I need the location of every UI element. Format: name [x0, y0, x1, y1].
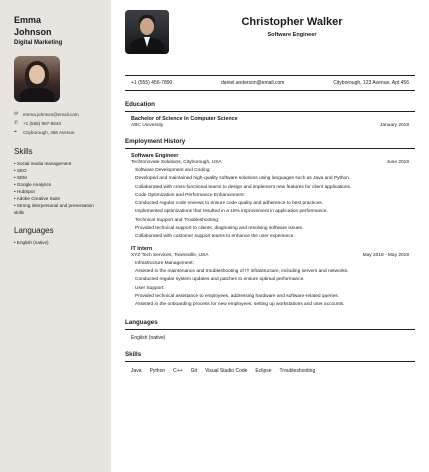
- list-item: Software Development and Coding:: [135, 168, 211, 173]
- languages-heading: Languages: [125, 319, 415, 330]
- skill-item: C++: [173, 368, 183, 375]
- school: ABC University: [131, 123, 164, 128]
- job-entry: [125, 246, 415, 310]
- skills-list: [125, 368, 415, 374]
- skill-item: Eclipse: [255, 368, 272, 375]
- contact-email: daniel.anderson@email.com: [221, 80, 285, 86]
- contact-phone: +1 (555) 456-7890: [131, 80, 173, 86]
- education-entry: [125, 116, 415, 128]
- list-item: • English (native): [14, 239, 97, 246]
- list-item: Infrastructure Management:: [135, 260, 194, 266]
- list-item: • SEM: [14, 174, 97, 181]
- candidate-title: Software Engineer: [267, 32, 317, 38]
- skills-heading: Skills: [125, 351, 415, 362]
- resume-sheet[interactable]: [111, 0, 429, 472]
- left-languages-heading: Languages: [14, 226, 54, 235]
- left-contact-location: [14, 128, 97, 137]
- language-item: English (native): [131, 335, 166, 342]
- skill-item: Visual Studio Code: [204, 368, 248, 375]
- list-item: • Strong interpersonal and presentation skills: [14, 202, 97, 216]
- list-item: User Support:: [135, 285, 165, 291]
- list-item: Provided technical assistance to employees, addressing hardware and software-related queries.: [135, 293, 339, 299]
- left-skills-list: [14, 160, 97, 216]
- profile-photo: [125, 10, 169, 54]
- left-skills-heading: Skills: [14, 147, 33, 156]
- list-item: Conducted regular code reviews to ensure code quality and adherence to best practices.: [135, 201, 323, 207]
- left-first-name: Emma: [14, 15, 42, 25]
- contact-bar: [125, 75, 415, 91]
- list-item: Assisted in the onboarding process for new employees, setting up workstations and user accounts.: [135, 302, 345, 308]
- skill-item: Java: [131, 368, 142, 375]
- education-heading: Education: [125, 101, 415, 112]
- email-icon: ✉: [14, 111, 19, 117]
- left-resume-preview[interactable]: [0, 0, 111, 472]
- left-contact-location-text: Cityborough, 456 Avenue: [23, 130, 75, 135]
- list-item: Implemented optimizations that resulted in a 15% improvement in application performance.: [135, 209, 328, 215]
- left-contact-list: [14, 110, 97, 137]
- left-languages-list: [14, 239, 97, 246]
- left-contact-email-text: emma.johnson@email.com: [23, 112, 79, 117]
- left-profile-photo: [14, 56, 60, 102]
- list-item: Technical Support and Troubleshooting:: [135, 217, 220, 223]
- contact-address: Cityborough, 123 Avenue, Apt 456: [333, 80, 409, 86]
- list-item: Code Optimization and Performance Enhancement:: [135, 192, 245, 198]
- degree: Bachelor of Science in Computer Science: [131, 116, 238, 122]
- list-item: Assisted in the maintenance and troubleshooting of IT infrastructure, including servers and networks.: [135, 268, 349, 274]
- job-entry: [125, 153, 415, 242]
- left-contact-email: [14, 110, 97, 119]
- left-last-name: Johnson: [14, 27, 52, 37]
- left-contact-phone-text: +1 (555) 987-6543: [23, 121, 61, 126]
- list-item: • Social media management: [14, 160, 97, 167]
- header-text: [169, 10, 415, 38]
- list-item: Conducted regular system updates and patches to ensure optimal performance.: [135, 277, 305, 283]
- list-item: Collaborated with customer support teams to enhance the user experience.: [135, 234, 295, 240]
- left-job-title: Digital Marketing: [14, 40, 63, 46]
- location-icon: ⌖: [14, 129, 17, 135]
- skill-item: Troubleshooting: [279, 368, 316, 375]
- job-company: TechInnovate Solutions, Cityborough, USA: [131, 160, 222, 165]
- list-item: • SEO: [14, 167, 97, 174]
- job-description: [131, 167, 409, 242]
- education-date: January 2019: [379, 123, 409, 128]
- list-item: • Google Analytics: [14, 181, 97, 188]
- phone-icon: ✆: [14, 120, 19, 126]
- list-item: Provided technical support to clients, diagnosing and resolving software issues.: [135, 226, 304, 232]
- resume-header: [125, 10, 415, 64]
- employment-heading: Employment History: [125, 138, 415, 149]
- job-company: XYZ Tech Services, Townsville, USA: [131, 252, 209, 258]
- candidate-name: Christopher Walker: [241, 16, 343, 28]
- job-date: May 2018 - May 2019: [362, 252, 409, 258]
- list-item: • HubSpot: [14, 188, 97, 195]
- skill-item: Git: [190, 368, 197, 375]
- list-item: • Adobe Creative Suite: [14, 195, 97, 202]
- skill-item: Python: [149, 368, 166, 375]
- list-item: Collaborated with cross-functional teams to design and implement new features for client applications.: [135, 184, 352, 190]
- job-description: [131, 260, 409, 310]
- job-date: June 2019: [386, 160, 409, 165]
- job-title: Software Engineer: [131, 153, 179, 159]
- list-item: Developed and maintained high-quality software solutions using languages such as Java and Python.: [135, 176, 351, 182]
- left-contact-phone: [14, 119, 97, 128]
- job-title: IT Intern: [131, 245, 153, 252]
